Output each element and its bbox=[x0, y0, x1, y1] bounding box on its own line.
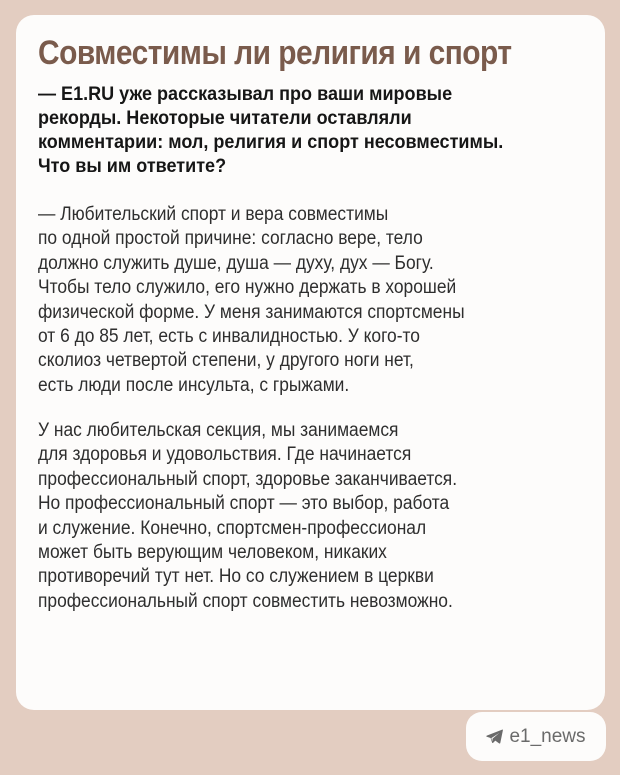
answer-line: — Любительский спорт и вера совместимы bbox=[38, 204, 389, 225]
answer-line: У нас любительская секция, мы занимаемся bbox=[38, 420, 399, 441]
answer-line: для здоровья и удовольствия. Где начинается bbox=[38, 444, 412, 466]
source-badge[interactable] bbox=[466, 712, 606, 761]
answer-line: должно служить душе, душа — духу, дух — Богу. bbox=[38, 252, 434, 274]
answer-line: противоречий тут нет. Но со служением в церкви bbox=[38, 566, 434, 588]
answer-line: профессиональный спорт, здоровье заканчивается. bbox=[38, 468, 458, 490]
answer-line: может быть верующим человеком, никаких bbox=[38, 542, 387, 564]
answer-line: Но профессиональный спорт — это выбор, работа bbox=[38, 493, 450, 515]
answer-paragraph-1 bbox=[38, 203, 596, 398]
question-line: рекорды. Некоторые читатели оставляли bbox=[38, 107, 412, 129]
answer-paragraph-2 bbox=[38, 419, 596, 614]
answer-line: есть люди после инсульта, с грыжами. bbox=[38, 374, 350, 396]
answer-line: от 6 до 85 лет, есть с инвалидностью. У кого-то bbox=[38, 326, 420, 348]
answer-line: и служение. Конечно, спортсмен-профессионал bbox=[38, 517, 427, 539]
answer-line: сколиоз четвертой степени, у другого ноги нет, bbox=[38, 350, 414, 372]
card-title: Совместимы ли религия и спорт bbox=[38, 34, 512, 72]
telegram-icon bbox=[486, 729, 503, 744]
question-line: Что вы им ответите? bbox=[38, 155, 227, 177]
content-card bbox=[16, 15, 605, 710]
question-line: — E1.RU уже рассказывал про ваши мировые bbox=[38, 83, 453, 105]
answer-line: физической форме. У меня занимаются спортсмены bbox=[38, 301, 465, 323]
interview-question bbox=[38, 82, 593, 178]
question-line: комментарии: мол, религия и спорт несовместимы. bbox=[38, 131, 504, 153]
answer-line: Чтобы тело служило, его нужно держать в хорошей bbox=[38, 277, 457, 299]
answer-line: профессиональный спорт совместить невозможно. bbox=[38, 590, 453, 612]
source-handle: e1_news bbox=[509, 725, 586, 747]
answer-line: по одной простой причине: согласно вере, тело bbox=[38, 228, 423, 250]
